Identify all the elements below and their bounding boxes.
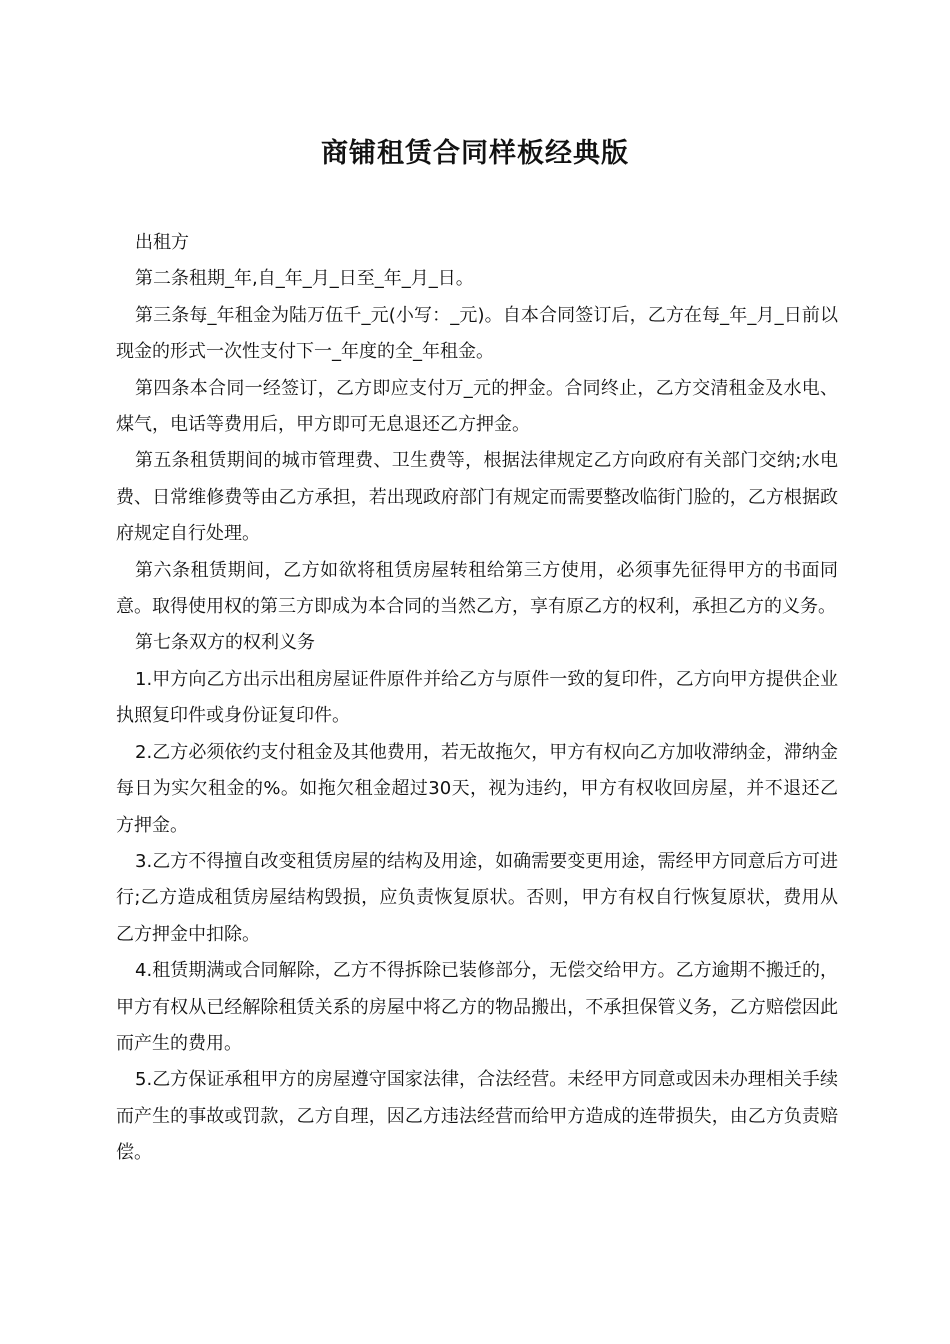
paragraph-article-2: 第二条租期_年,自_年_月_日至_年_月_日。 <box>135 268 474 290</box>
paragraph-clause-4: 4.租赁期满或合同解除，乙方不得拆除已装修部分，无偿交给甲方。乙方逾期不搬迁的，甲方有权从已经解除租赁关系的房屋中将乙方的物品搬出，不承担保管义务，乙方赔偿因此而产生的费用。 <box>116 960 838 1054</box>
paragraph-article-6: 第六条租赁期间，乙方如欲将租赁房屋转租给第三方使用，必须事先征得甲方的书面同意。取得使用权的第三方即成为本合同的当然乙方，享有原乙方的权利，承担乙方的义务。 <box>116 559 838 618</box>
paragraph-lessor: 出租方 <box>135 232 189 253</box>
paragraph-article-3: 第三条每_年租金为陆万伍千_元(小写：_元)。自本合同签订后，乙方在每_年_月_日前以现金的形式一次性支付下一_年度的全_年租金。 <box>116 304 838 363</box>
paragraph-clause-2: 2.乙方必须依约支付租金及其他费用，若无故拖欠，甲方有权向乙方加收滞纳金，滞纳金每日为实欠租金的%。如拖欠租金超过30天，视为违约，甲方有权收回房屋，并不退还乙方押金。 <box>116 741 838 836</box>
paragraph-article-4: 第四条本合同一经签订，乙方即应支付万_元的押金。合同终止，乙方交清租金及水电、煤气，电话等费用后，甲方即可无息退还乙方押金。 <box>116 377 838 436</box>
document-title: 商铺租赁合同样板经典版 <box>321 138 629 169</box>
paragraph-article-7-heading: 第七条双方的权利义务 <box>135 632 315 654</box>
paragraph-clause-1: 1.甲方向乙方出示出租房屋证件原件并给乙方与原件一致的复印件，乙方向甲方提供企业执照复印件或身份证复印件。 <box>116 668 838 727</box>
paragraph-article-5: 第五条租赁期间的城市管理费、卫生费等，根据法律规定乙方向政府有关部门交纳;水电费、日常维修费等由乙方承担，若出现政府部门有规定而需要整改临街门脸的，乙方根据政府规定自行处理。 <box>116 450 838 545</box>
document-body <box>116 225 838 1172</box>
paragraph-clause-5: 5.乙方保证承租甲方的房屋遵守国家法律，合法经营。未经甲方同意或因未办理相关手续而产生的事故或罚款，乙方自理，因乙方违法经营而给甲方造成的连带损失，由乙方负责赔偿。 <box>116 1069 838 1164</box>
paragraph-clause-3: 3.乙方不得擅自改变租赁房屋的结构及用途，如确需要变更用途，需经甲方同意后方可进行;乙方造成租赁房屋结构毁损，应负责恢复原状。否则，甲方有权自行恢复原状，费用从乙方押金中扣除。 <box>116 850 838 945</box>
